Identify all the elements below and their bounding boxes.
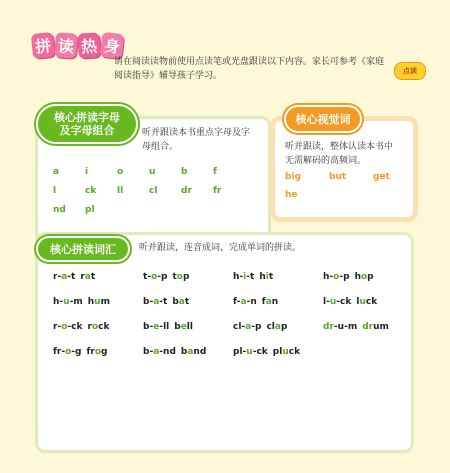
sight-words-badge: 核心视觉词 xyxy=(284,105,362,133)
phonics-word[interactable]: b-a-t bat xyxy=(143,297,190,307)
sight-word-item[interactable]: but xyxy=(329,172,347,182)
phonics-word[interactable]: fr-o-g frog xyxy=(53,347,108,357)
letters-badge-line2: 及字母组合 xyxy=(59,124,115,137)
letter-item[interactable]: dr xyxy=(181,186,192,196)
phonics-word[interactable]: t-o-p top xyxy=(143,272,190,282)
sight-words-note: 听并跟读，整体认读本书中无需解码的高频词。 xyxy=(285,142,394,166)
letter-item[interactable]: cl xyxy=(149,186,158,196)
title-char: 身 xyxy=(100,32,125,59)
letter-item[interactable]: f xyxy=(213,167,217,177)
phonics-word[interactable]: cl-a-p clap xyxy=(233,322,288,332)
phonics-word[interactable]: pl-u-ck pluck xyxy=(233,347,301,357)
letter-item[interactable]: o xyxy=(117,167,124,177)
phonics-word[interactable]: r-a-t rat xyxy=(53,272,96,282)
phonics-word[interactable]: f-a-n fan xyxy=(233,297,279,307)
words-panel xyxy=(35,232,414,453)
letter-item[interactable]: fr xyxy=(213,186,222,196)
letter-item[interactable]: pl xyxy=(85,205,95,215)
phonics-word[interactable]: r-o-ck rock xyxy=(53,322,110,332)
words-badge: 核心拼读词汇 xyxy=(36,236,130,262)
letter-item[interactable]: i xyxy=(85,167,89,177)
letter-item[interactable]: ck xyxy=(85,186,97,196)
point-read-icon[interactable]: 点读 xyxy=(394,62,426,80)
sight-word-item[interactable]: he xyxy=(285,190,298,200)
title-char: 热 xyxy=(77,32,100,58)
letter-item[interactable]: u xyxy=(149,167,156,177)
phonics-word[interactable]: b-e-ll bell xyxy=(143,322,193,332)
section-title-warmup xyxy=(32,33,124,58)
letter-item[interactable]: a xyxy=(53,167,60,177)
phonics-word[interactable]: b-a-nd band xyxy=(143,347,207,357)
sight-word-item[interactable]: big xyxy=(285,172,301,182)
phonics-word[interactable]: h-o-p hop xyxy=(323,272,374,282)
letters-badge-line1: 核心拼读字母 xyxy=(54,111,120,124)
letters-badge xyxy=(36,104,138,144)
phonics-word[interactable]: dr-u-m drum xyxy=(323,322,389,332)
phonics-word[interactable]: h-i-t hit xyxy=(233,272,274,282)
letter-item[interactable]: nd xyxy=(53,205,66,215)
phonics-word[interactable]: l-u-ck luck xyxy=(323,297,378,307)
letters-note: 听并跟读本书重点字母及字母组合。 xyxy=(142,128,251,152)
sight-word-item[interactable]: get xyxy=(373,172,390,182)
phonics-word[interactable]: h-u-m hum xyxy=(53,297,110,307)
title-char: 读 xyxy=(54,32,78,58)
letter-item[interactable]: ll xyxy=(117,186,124,196)
letter-item[interactable]: l xyxy=(53,186,57,196)
title-char: 拼 xyxy=(31,32,56,59)
words-note: 听并跟读，连音成词，完成单词的拼读。 xyxy=(139,243,302,253)
intro-text: 请在阅读读物前使用点读笔或光盘跟读以下内容。家长可参考《家庭阅读指导》辅导孩子学习。 xyxy=(114,57,385,81)
letter-item[interactable]: b xyxy=(181,167,188,177)
